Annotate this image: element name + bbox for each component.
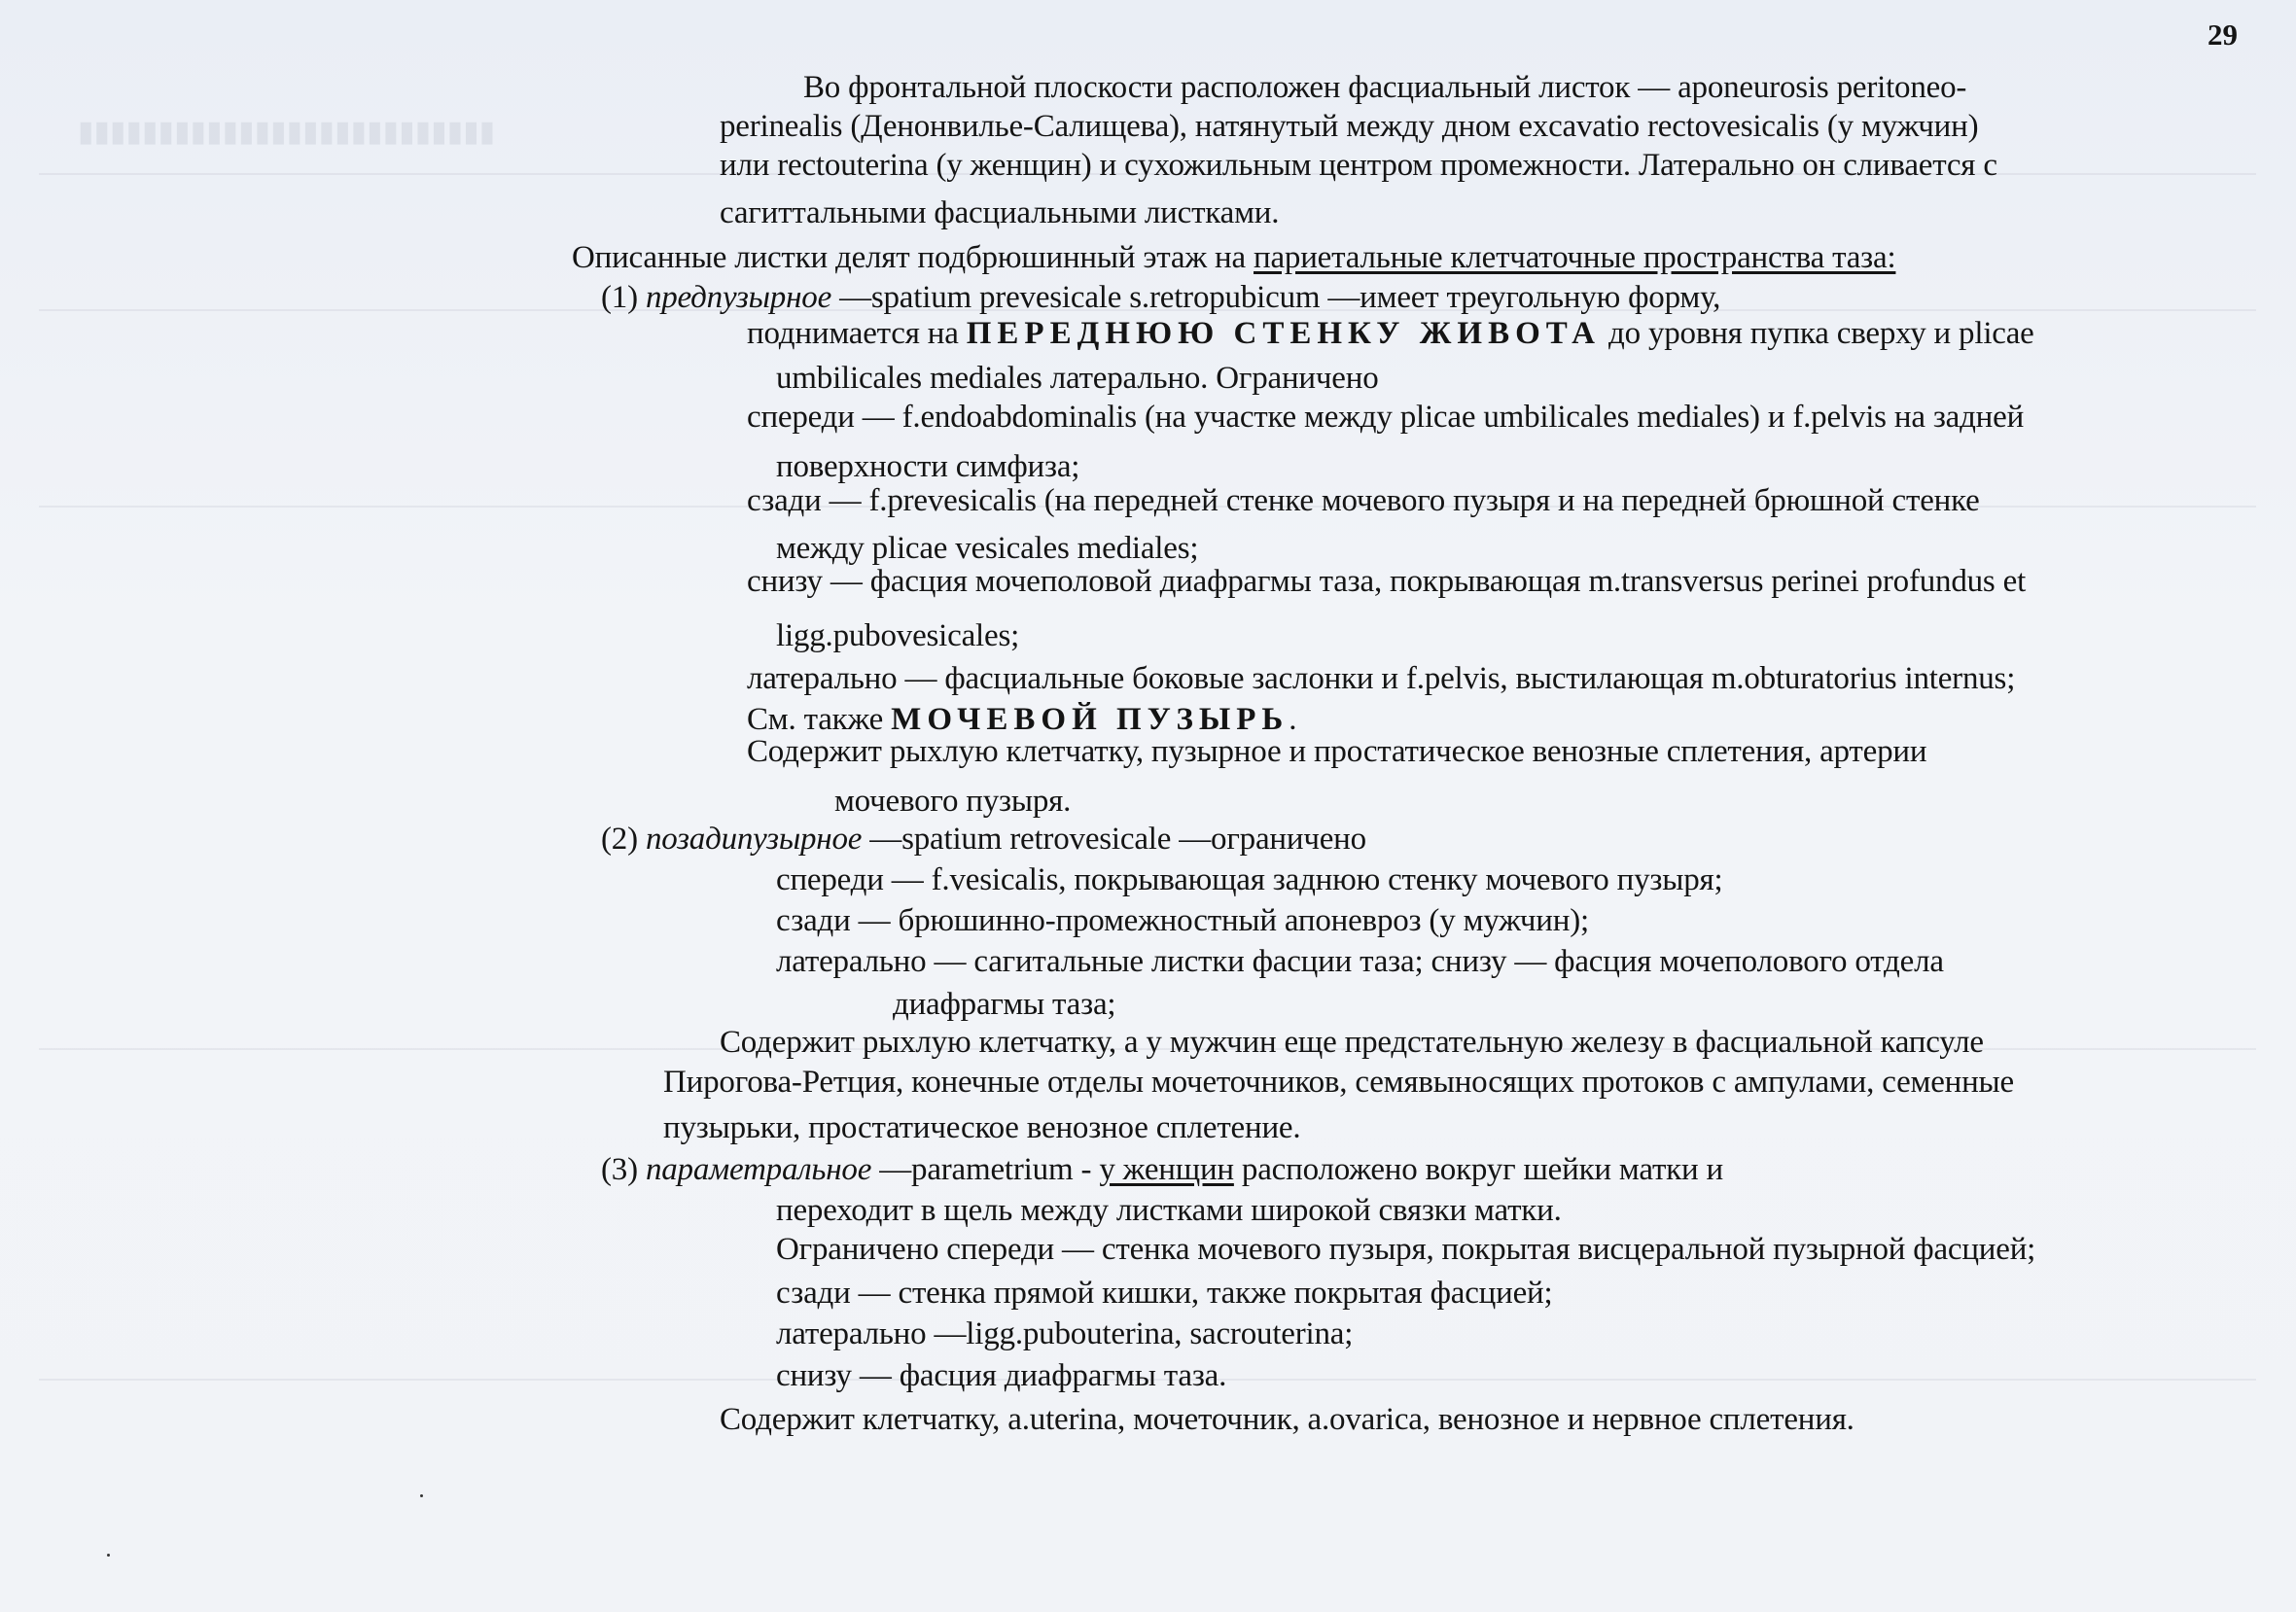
- underlined-heading: париетальные клетчаточные пространства таза:: [1254, 240, 1896, 275]
- text-line: Пирогова-Ретция, конечные отделы мочеточников, семявыносящих протоков с ампулами, семенные: [663, 1065, 2014, 1100]
- text-line: диафрагмы таза;: [893, 987, 1116, 1022]
- section-heading-2: [601, 820, 1366, 859]
- text-line: снизу — фасция мочеполовой диафрагмы таза, покрывающая m.transversus perinei profundus et: [747, 564, 2027, 599]
- text-line: или rectouterina (у женщин) и сухожильным центром промежности. Латерально он сливается с: [720, 148, 1997, 183]
- text-line: между plicae vesicales mediales;: [776, 531, 1199, 566]
- scan-speck: [107, 1554, 110, 1557]
- text-span: См. также: [747, 702, 892, 737]
- text-span: Описанные листки делят подбрюшинный этаж на: [572, 240, 1254, 275]
- section-number: (3): [601, 1152, 646, 1187]
- bleed-through-texture: ▮▮▮▮▮▮▮▮▮▮▮▮▮▮▮▮▮▮▮▮▮▮▮▮▮▮: [78, 116, 496, 148]
- page-number: 29: [2208, 18, 2238, 52]
- text-line: [572, 238, 1895, 277]
- section-name: параметральное: [645, 1152, 872, 1187]
- text-line: сзади — брюшинно-промежностный апоневроз (у мужчин);: [776, 903, 1589, 938]
- text-line: поверхности симфиза;: [776, 449, 1080, 484]
- text-line: Содержит рыхлую клетчатку, пузырное и простатическое венозные сплетения, артерии: [747, 734, 1927, 769]
- underlined-text: у женщин: [1099, 1152, 1234, 1187]
- text-line: латерально — фасциальные боковые заслонки и f.pelvis, выстилающая m.obturatorius internus;: [747, 661, 2016, 696]
- text-line: ligg.pubovesicales;: [776, 618, 1020, 653]
- cross-reference: ПЕРЕДНЮЮ СТЕНКУ ЖИВОТА: [966, 316, 1601, 351]
- text-line: сагиттальными фасциальными листками.: [720, 195, 1280, 230]
- text-line: сзади — f.prevesicalis (на передней стенке мочевого пузыря и на передней брюшной стенке: [747, 483, 1980, 518]
- text-line: латерально —ligg.pubouterina, sacrouterina;: [776, 1316, 1354, 1351]
- text-line: umbilicales mediales латерально. Ограничено: [776, 361, 1379, 396]
- text-line: латерально — сагитальные листки фасции таза; снизу — фасция мочеполового отдела: [776, 944, 1944, 979]
- text-line: пузырьки, простатическое венозное сплетение.: [663, 1110, 1301, 1145]
- scan-speck: [420, 1494, 423, 1497]
- section-name: предпузырное: [645, 280, 832, 315]
- text-span: до уровня пупка сверху и plicae: [1600, 316, 2034, 351]
- section-number: (2): [601, 822, 646, 857]
- text-span: поднимается на: [747, 316, 967, 351]
- section-heading-1: [601, 278, 1720, 317]
- cross-reference: МОЧЕВОЙ ПУЗЫРЬ: [891, 702, 1289, 737]
- text-span: —parametrium -: [871, 1152, 1100, 1187]
- text-line: Во фронтальной плоскости расположен фасциальный листок — aponeurosis peritoneo-: [803, 70, 1967, 105]
- text-line: мочевого пузыря.: [834, 784, 1072, 819]
- text-line: сзади — стенка прямой кишки, также покрытая фасцией;: [776, 1276, 1553, 1311]
- section-number: (1): [601, 280, 646, 315]
- text-span: —spatium prevesicale s.retropubicum —имеет треугольную форму,: [831, 280, 1721, 315]
- text-line: Ограничено спереди — стенка мочевого пузыря, покрытая висцеральной пузырной фасцией;: [776, 1232, 2036, 1267]
- text-line: спереди — f.vesicalis, покрывающая заднюю стенку мочевого пузыря;: [776, 862, 1723, 897]
- text-span: .: [1289, 702, 1297, 737]
- section-heading-3: [601, 1150, 1723, 1189]
- text-line: спереди — f.endoabdominalis (на участке между plicae umbilicales mediales) и f.pelvis на задней: [747, 400, 2025, 435]
- section-name: позадипузырное: [645, 822, 863, 857]
- text-line: [747, 314, 2034, 353]
- text-line: Содержит клетчатку, a.uterina, мочеточник, a.ovarica, венозное и нервное сплетения.: [720, 1402, 1854, 1437]
- text-line: perinealis (Денонвилье-Салищева), натянутый между дном excavatio rectovesicalis (у мужчин): [720, 109, 1979, 144]
- text-line: переходит в щель между листками широкой связки матки.: [776, 1193, 1562, 1228]
- text-span: расположено вокруг шейки матки и: [1233, 1152, 1723, 1187]
- text-line: снизу — фасция диафрагмы таза.: [776, 1358, 1227, 1393]
- text-line: Содержит рыхлую клетчатку, а у мужчин еще предстательную железу в фасциальной капсуле: [720, 1025, 1984, 1060]
- text-span: —spatium retrovesicale —ограничено: [862, 822, 1366, 857]
